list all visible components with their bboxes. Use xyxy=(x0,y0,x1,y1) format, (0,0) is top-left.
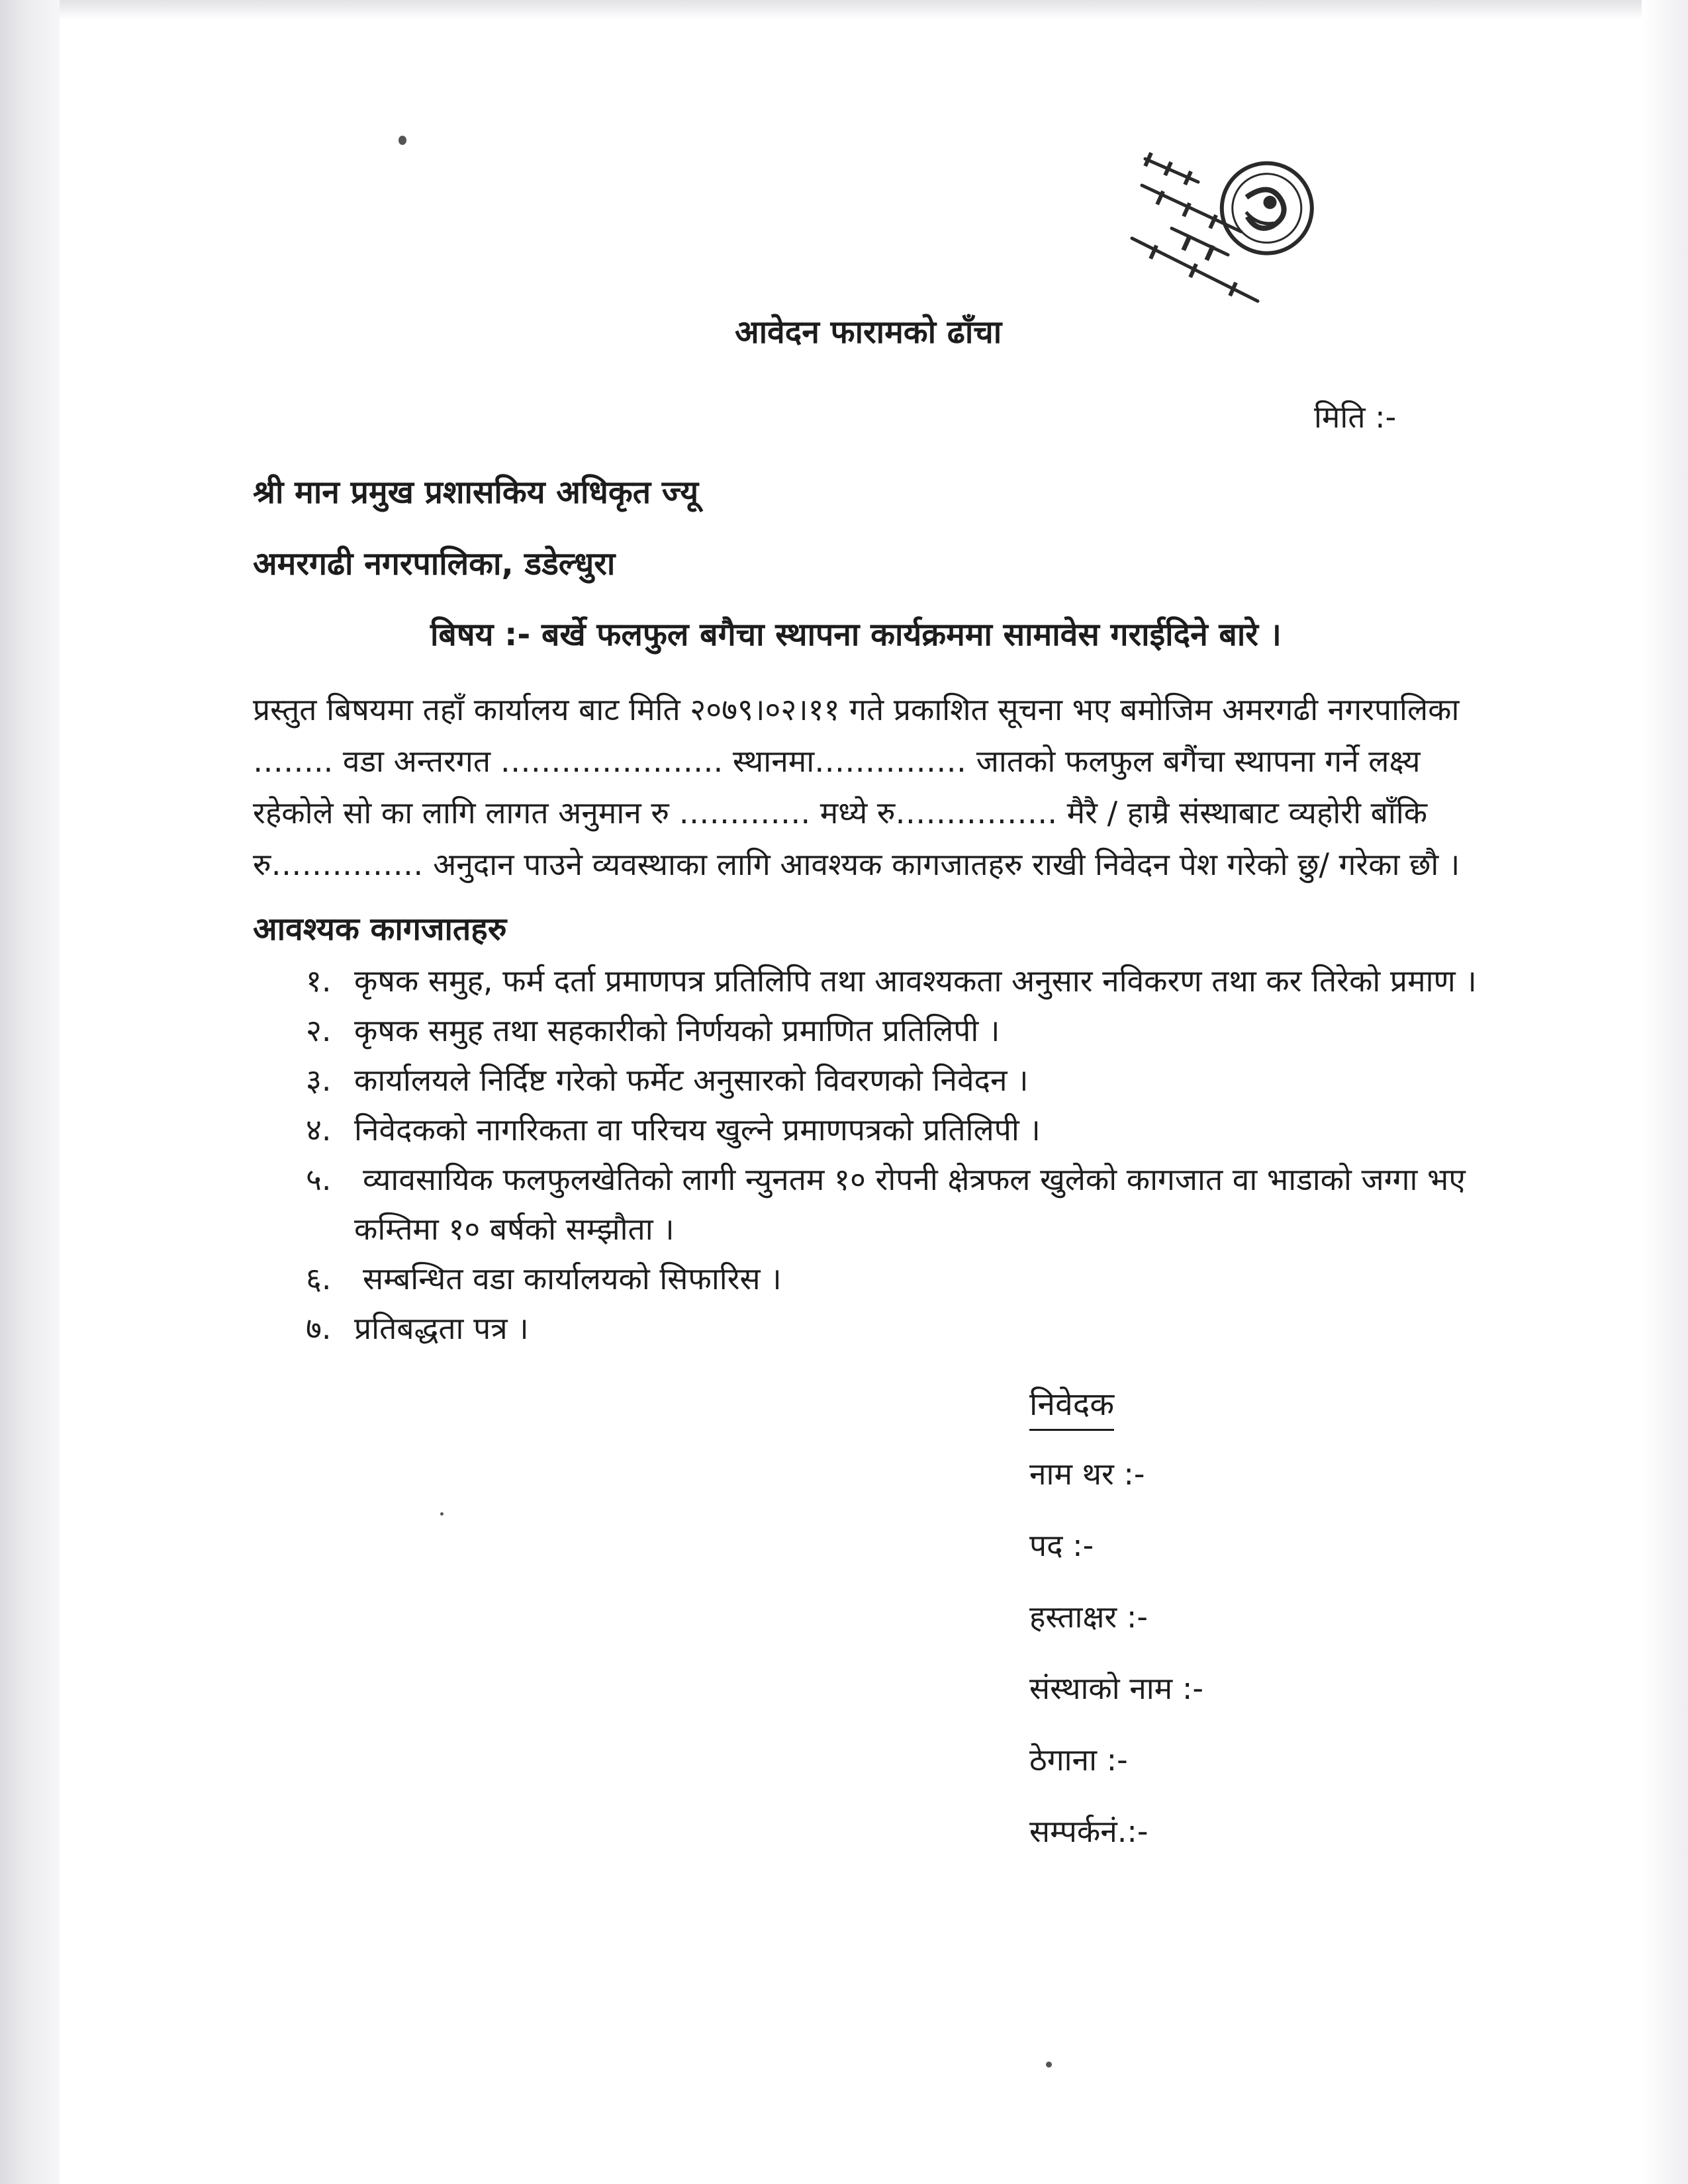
item-number: १. xyxy=(306,963,332,999)
scan-edge-right xyxy=(1642,0,1688,2184)
field-name: नाम थर :- xyxy=(1029,1456,1145,1492)
scan-speck xyxy=(399,136,406,145)
scan-edge-left xyxy=(0,0,60,2184)
subject-line: बिषय :- बर्खे फलफुल बगैचा स्थापना कार्यक्रममा सामावेस गराईदिने बारे । xyxy=(430,616,1282,653)
item-number: ३. xyxy=(306,1062,332,1098)
field-organization: संस्थाको नाम :- xyxy=(1029,1670,1203,1706)
field-signature: हस्ताक्षर :- xyxy=(1029,1599,1148,1635)
item-text: कम्तिमा १० बर्षको सम्झौता । xyxy=(354,1211,675,1247)
scan-speck xyxy=(440,1512,444,1516)
item-number: ५. xyxy=(306,1161,332,1197)
body-line: प्रस्तुत बिषयमा तहाँ कार्यालय बाट मिति २०७९।०२।११ गते प्रकाशित सूचना भए बमोजिम अमरगढी नगरपालिका xyxy=(253,692,1460,727)
item-number: ६. xyxy=(306,1261,332,1297)
item-text: कृषक समुह तथा सहकारीको निर्णयको प्रमाणित प्रतिलिपी । xyxy=(354,1013,1000,1048)
scan-edge-top xyxy=(0,0,1688,20)
item-number: २. xyxy=(306,1013,332,1048)
form-title: आवेदन फारामको ढाँचा xyxy=(735,314,1002,351)
date-label: मिति :- xyxy=(1314,399,1397,435)
body-line: …….. वडा अन्तरगत …………………. स्थानमा…………… जातको फलफुल बगैंचा स्थापना गर्ने लक्ष्य xyxy=(253,743,1421,779)
item-number: ४. xyxy=(306,1112,332,1148)
scan-speck xyxy=(1046,2062,1052,2068)
item-text: निवेदकको नागरिकता वा परिचय खुल्ने प्रमाणपत्रको प्रतिलिपी । xyxy=(354,1112,1041,1148)
item-text: सम्बन्धित वडा कार्यालयको सिफारिस । xyxy=(363,1261,782,1297)
field-contact: सम्पर्कनं.:- xyxy=(1029,1813,1149,1849)
applicant-heading: निवेदक xyxy=(1029,1382,1114,1431)
municipality-seal xyxy=(1105,113,1324,331)
addressee-office: अमरगढी नगरपालिका, डडेल्धुरा xyxy=(253,545,616,582)
body-line: रहेकोले सो का लागि लागत अनुमान रु …………. मध्ये रु……………. मैरै / हाम्रै संस्थाबाट व्यहोरी बाँकि xyxy=(253,795,1428,831)
field-address: ठेगाना :- xyxy=(1029,1742,1128,1778)
field-position: पद :- xyxy=(1029,1527,1094,1563)
item-text: प्रतिबद्धता पत्र । xyxy=(354,1310,529,1346)
item-text: कृषक समुह, फर्म दर्ता प्रमाणपत्र प्रतिलिपि तथा आवश्यकता अनुसार नविकरण तथा कर तिरेको प्रमाण । xyxy=(354,963,1477,999)
body-line: रु…………… अनुदान पाउने व्यवस्थाका लागि आवश्यक कागजातहरु राखी निवेदन पेश गरेको छु/ गरेका छौ । xyxy=(253,846,1460,882)
item-text: व्यावसायिक फलफुलखेतिको लागी न्युनतम १० रोपनी क्षेत्रफल खुलेको कागजात वा भाडाको जग्गा भए xyxy=(363,1161,1466,1197)
addressee-title: श्री मान प्रमुख प्रशासकिय अधिकृत ज्यू xyxy=(253,474,699,511)
item-text: कार्यालयले निर्दिष्ट गरेको फर्मेट अनुसारको विवरणको निवेदन । xyxy=(354,1062,1029,1098)
documents-heading: आवश्यक कागजातहरु xyxy=(253,911,507,948)
item-number: ७. xyxy=(306,1310,332,1346)
